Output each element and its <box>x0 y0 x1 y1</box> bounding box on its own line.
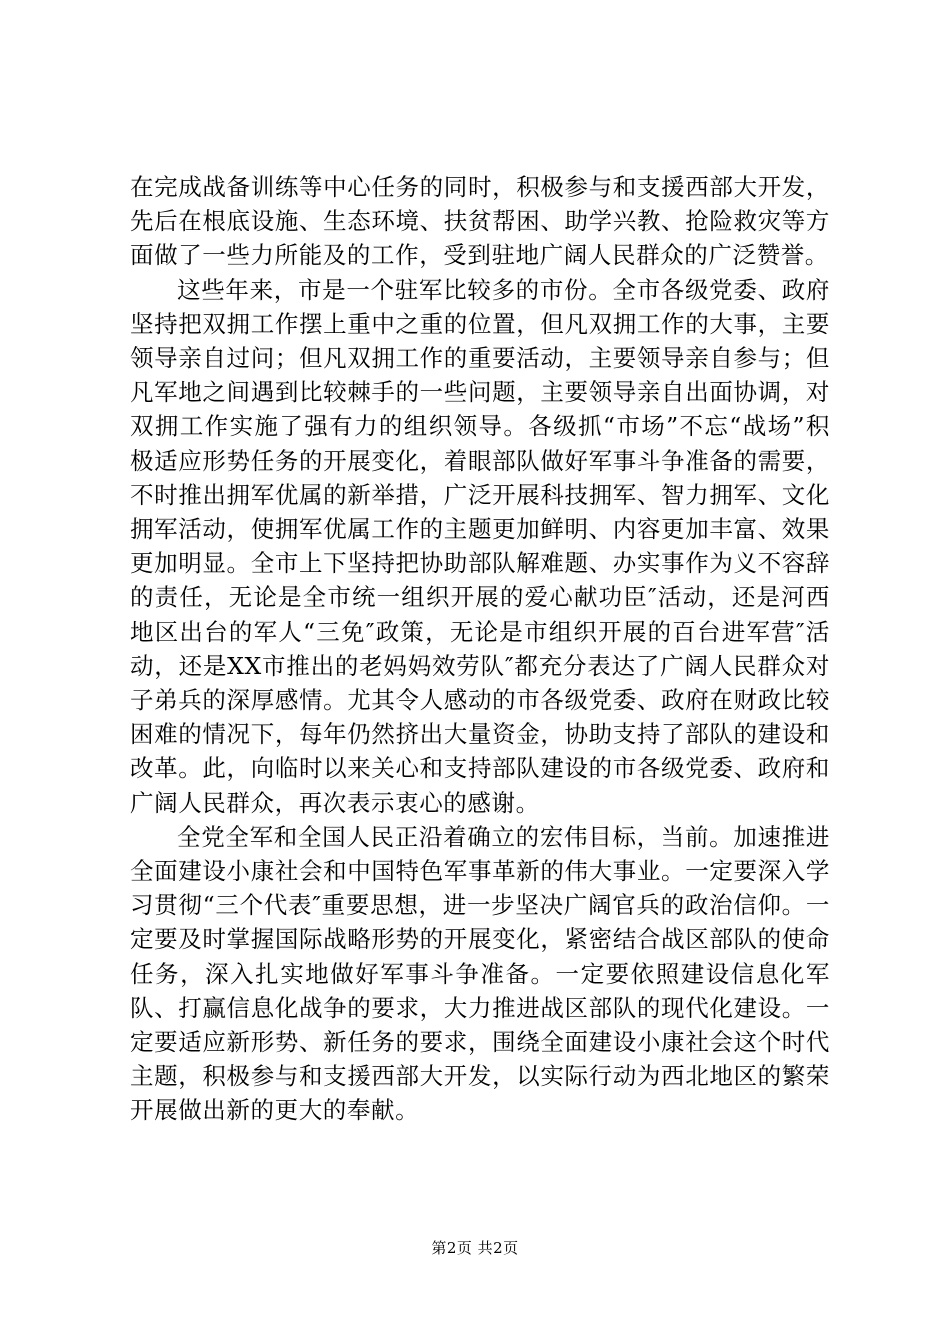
page-number-footer: 第2页 共2页 <box>431 1239 519 1257</box>
paragraph-continuation: 在完成战备训练等中心任务的同时，积极参与和支援西部大开发，先后在根底设施、生态环境、扶贫帮困、助学兴教、抢险救灾等方面做了一些力所能及的工作，受到驻地广阔人民群众的广泛赞誉。 <box>130 173 830 270</box>
paragraph-city-support: 这些年来，市是一个驻军比较多的市份。全市各级党委、政府坚持把双拥工作摆上重中之重的位置，但凡双拥工作的大事，主要领导亲自过问；但凡双拥工作的重要活动，主要领导亲自参与；但凡军地之间遇到比较棘手的一些问题，主要领导亲自出面协调，对双拥工作实施了强有力的组织领导。各级抓“市场”不忘“战场”积极适应形势任务的开展变化，着眼部队做好军事斗争准备的需要，不时推出拥军优属的新举措，广泛开展科技拥军、智力拥军、文化拥军活动，使拥军优属工作的主题更加鲜明、内容更加丰富、效果更加明显。全市上下坚持把协助部队解难题、办实事作为义不容辞的责任，无论是全市统一组织开展的爱心献功臣″活动，还是河西地区出台的军人“三免″政策，无论是市组织开展的百台进军营″活动，还是XX市推出的老妈妈效劳队″都充分表达了广阔人民群众对子弟兵的深厚感情。尤其令人感动的市各级党委、政府在财政比较困难的情况下，每年仍然挤出大量资金，协助支持了部队的建设和改革。此，向临时以来关心和支持部队建设的市各级党委、政府和广阔人民群众，再次表示衷心的感谢。 <box>130 275 830 817</box>
paragraph-goals: 全党全军和全国人民正沿着确立的宏伟目标，当前。加速推进全面建设小康社会和中国特色军事革新的伟大事业。一定要深入学习贯彻“三个代表″重要思想，进一步坚决广阔官兵的政治信仰。一定要及时掌握国际战略形势的开展变化，紧密结合战区部队的使命任务，深入扎实地做好军事斗争准备。一定要依照建设信息化军队、打赢信息化战争的要求，大力推进战区部队的现代化建设。一定要适应新形势、新任务的要求，围绕全面建设小康社会这个时代主题，积极参与和支援西部大开发，以实际行动为西北地区的繁荣开展做出新的更大的奉献。 <box>130 822 830 1125</box>
document-body <box>130 170 830 1128</box>
